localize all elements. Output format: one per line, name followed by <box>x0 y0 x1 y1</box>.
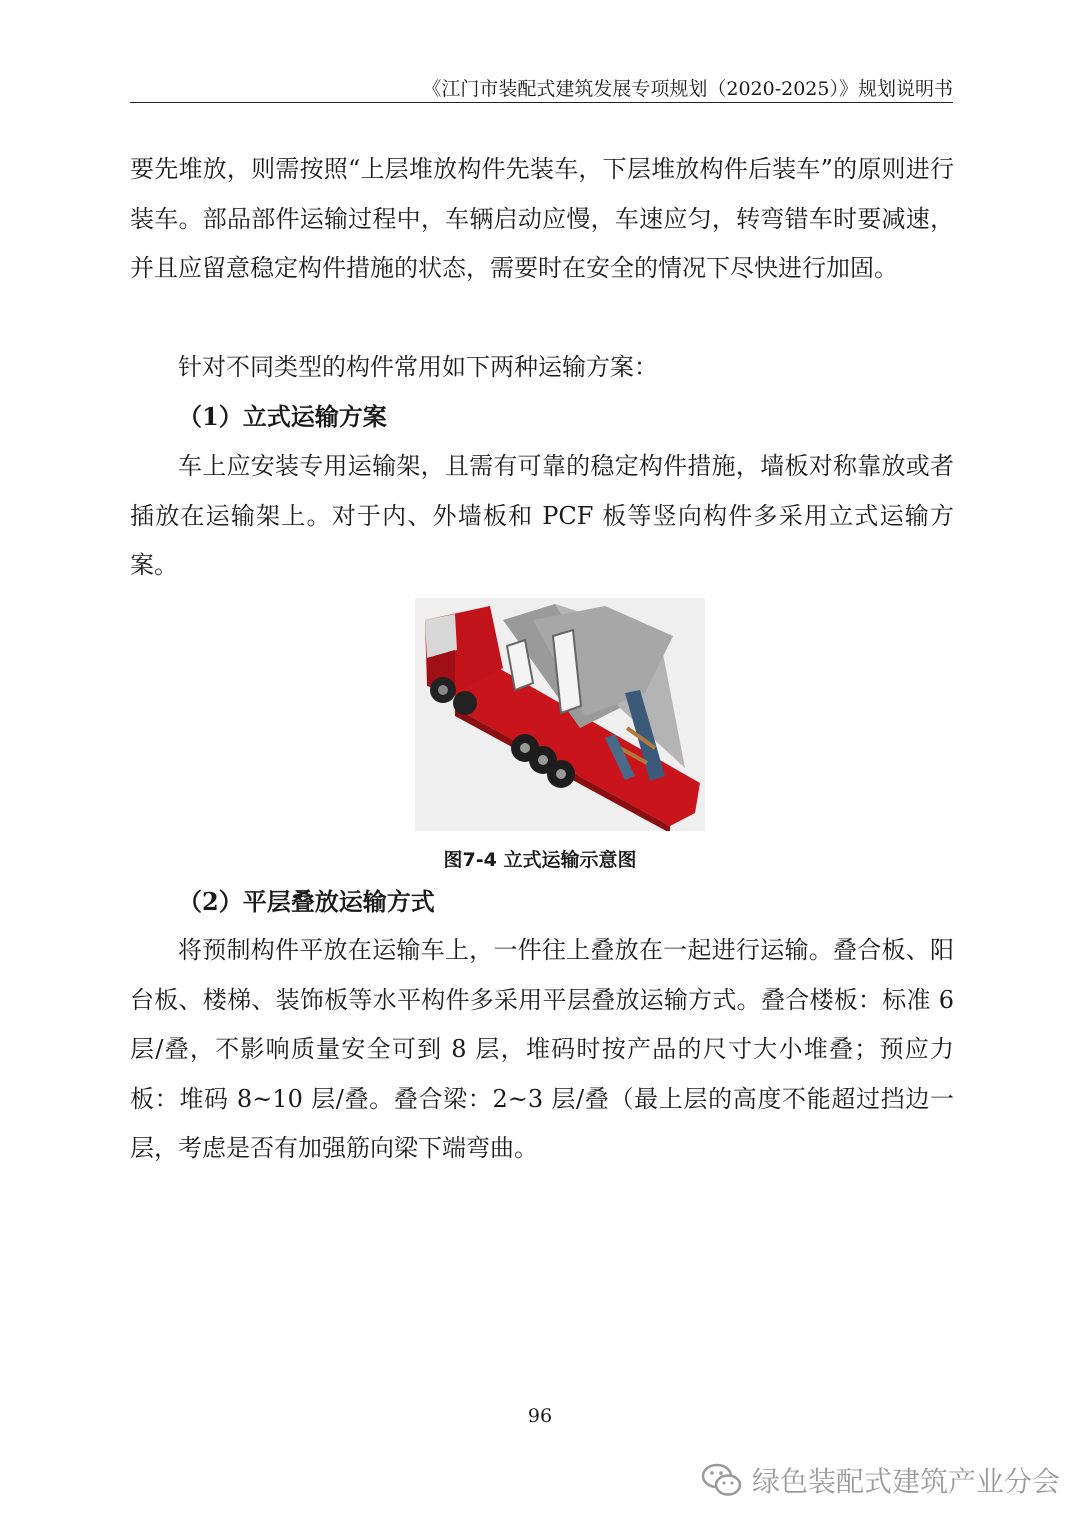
paragraph-flat-stack-transport: 将预制构件平放在运输车上，一件往上叠放在一起进行运输。叠合板、阳台板、楼梯、装饰板等水平构件多采用平层叠放运输方式。叠合楼板：标准 6 层/叠，不影响质量安全可到 8 层，堆码时按产品的尺寸大小堆叠；预应力板：堆码 8~10 层/叠。叠合梁：2~3 层/叠（最上层的高度不能超过挡边一层，考虑是否有加强筋向梁下端弯曲。 <box>130 936 954 1162</box>
running-header <box>130 76 953 103</box>
paragraph-vertical-transport: 车上应安装专用运输架，且需有可靠的稳定构件措施，墙板对称靠放或者插放在运输架上。对于内、外墙板和 PCF 板等竖向构件多采用立式运输方案。 <box>130 452 954 579</box>
paragraph-transport-schemes-intro: 针对不同类型的构件常用如下两种运输方案： <box>178 353 658 381</box>
watermark-text: 绿色装配式建筑产业分会 <box>752 1465 1061 1498</box>
figure-caption: 图7-4 立式运输示意图 <box>443 849 637 871</box>
figure-vertical-transport-truck <box>415 598 705 831</box>
header-title: 《江门市装配式建筑发展专项规划（2020-2025）》规划说明书 <box>422 78 953 100</box>
wechat-icon <box>700 1460 744 1500</box>
heading-vertical-transport: （1）立式运输方案 <box>178 402 387 431</box>
heading-flat-stack-transport: （2）平层叠放运输方式 <box>178 887 435 916</box>
truck-illustration <box>415 598 705 831</box>
page-number: 96 <box>527 1405 553 1427</box>
watermark <box>700 1455 1060 1505</box>
paragraph-loading-order: 要先堆放，则需按照“上层堆放构件先装车，下层堆放构件后装车”的原则进行装车。部品部件运输过程中，车辆启动应慢，车速应匀，转弯错车时要减速，并且应留意稳定构件措施的状态，需要时在安全的情况下尽快进行加固。 <box>130 155 954 282</box>
